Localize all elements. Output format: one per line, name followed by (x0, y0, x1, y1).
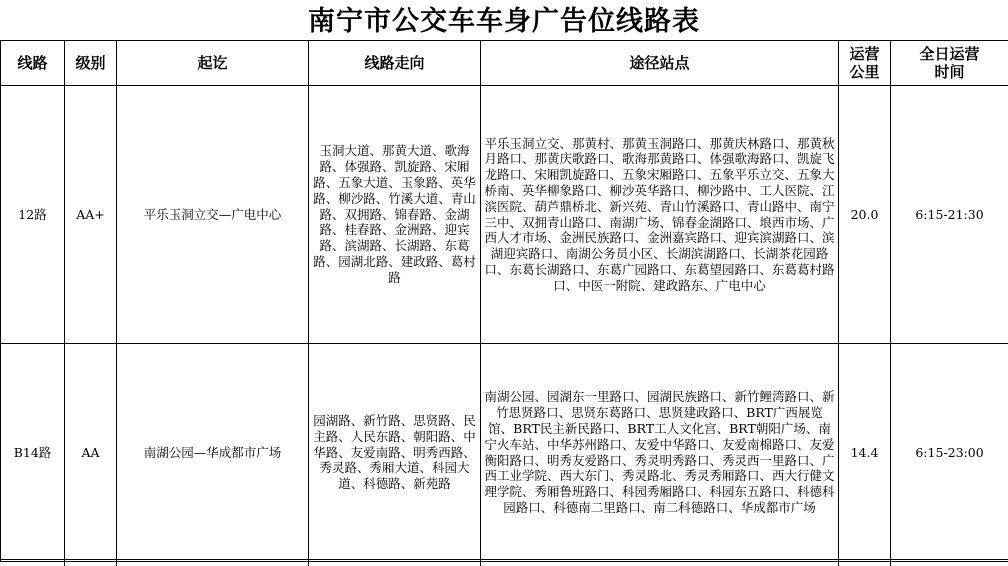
km-cell: 20.0 (839, 86, 891, 344)
header-level: 级别 (65, 41, 117, 86)
header-row (1, 41, 1008, 86)
header-hours: 全日运营 时间 (891, 41, 1008, 86)
terminals-cell: 南湖公园—华成都市广场 (117, 344, 309, 562)
route-cell: 12路 (1, 86, 65, 344)
stops-cell: 南湖公园、园湖东一里路口、园湖民族路口、新竹鲤湾路口、新竹思贤路口、思贤东葛路口、思贤建政路口、BRT广西展览馆、BRT民主新民路口、BRT工人文化宫、BRT朝阳广场、南宁火车站、中华苏州路口、友爱中华路口、友爱南棉路口、友爱衡阳路口、明秀友爱路口、秀灵明秀路口、秀灵西一里路口、广西工业学院、西大东门、秀灵路北、秀灵秀厢路口、西大行健文理学院、秀厢鲁班路口、科园秀厢路口、科园东五路口、科德科园路口、科德南二里路口、南二科德路口、华成都市广场 (481, 344, 839, 562)
table-row (1, 344, 1008, 562)
stops-cell: 平乐玉洞立交、那黄村、那黄玉洞路口、那黄庆林路口、那黄秋月路口、那黄庆歌路口、歌海那黄路口、体强歌海路口、凯旋飞龙路口、宋厢凯旋路口、五象宋厢路口、五象平乐立交、五象大桥南、英华柳象路口、柳沙英华路口、柳沙路中、工人医院、江滨医院、葫芦鼎桥北、新兴苑、青山竹溪路口、青山路中、南宁三中、双拥青山路口、南湖广场、锦春金湖路口、埌西市场、广西人才市场、金洲民族路口、金洲嘉宾路口、迎宾滨湖路口、滨湖迎宾路口、南湖公务员小区、长湖滨湖路口、长湖茶花园路口、东葛长湖路口、东葛广园路口、东葛望园路口、东葛葛村路口、中医一附院、建政路东、广电中心 (481, 86, 839, 344)
km-cell: 14.4 (839, 344, 891, 562)
header-route: 线路 (1, 41, 65, 86)
hours-cell: 6:15-23:00 (891, 344, 1008, 562)
header-km: 运营 公里 (839, 41, 891, 86)
header-stops: 途径站点 (481, 41, 839, 86)
hours-cell: 6:15-21:30 (891, 86, 1008, 344)
header-direction: 线路走向 (309, 41, 481, 86)
route-cell: B14路 (1, 344, 65, 562)
terminals-cell: 平乐玉洞立交—广电中心 (117, 86, 309, 344)
route-table (0, 40, 1008, 562)
table-row (1, 86, 1008, 344)
page-title: 南宁市公交车车身广告位线路表 (0, 4, 1008, 40)
header-terminals: 起讫 (117, 41, 309, 86)
level-cell: AA+ (65, 86, 117, 344)
direction-cell: 玉洞大道、那黄大道、歌海路、体强路、凯旋路、宋厢路、五象大道、玉象路、英华路、柳沙路、竹溪大道、青山路、双拥路、锦春路、金湖路、桂春路、金洲路、迎宾路、滨湖路、长湖路、东葛路、园湖北路、建政路、葛村路 (309, 86, 481, 344)
level-cell: AA (65, 344, 117, 562)
direction-cell: 园湖路、新竹路、思贤路、民主路、人民东路、朝阳路、中华路、友爱南路、明秀西路、秀灵路、秀厢大道、科园大道、科德路、新苑路 (309, 344, 481, 562)
